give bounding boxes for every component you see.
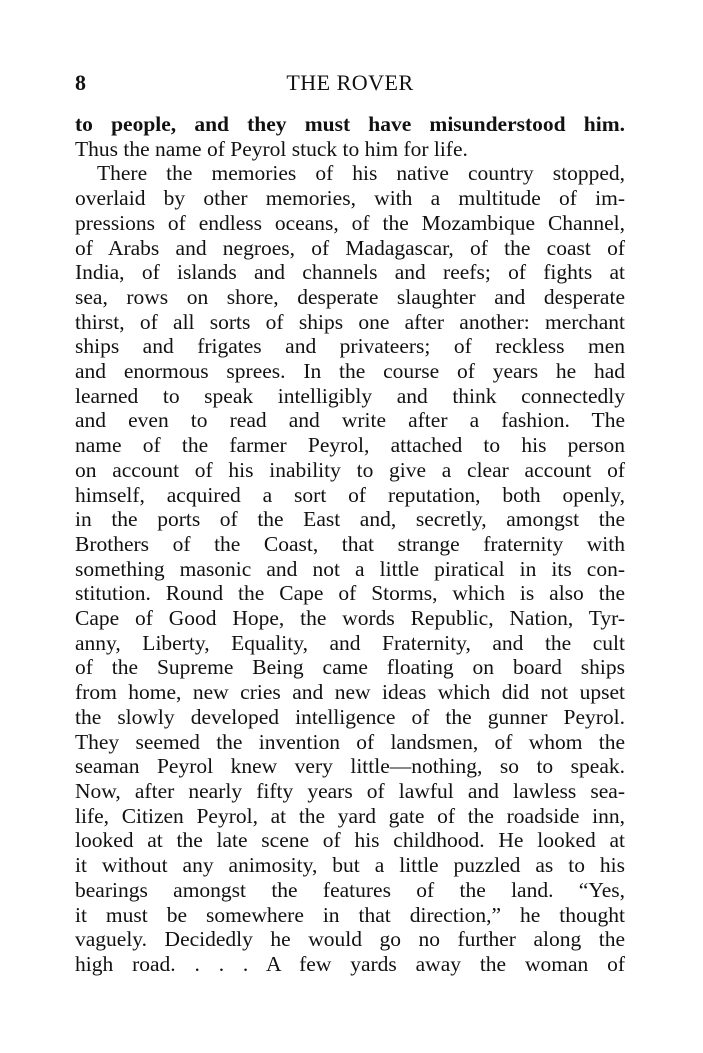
text-line: something masonic and not a little piratical in its con-	[75, 556, 625, 581]
text-line: bearings amongst the features of the land. “Yes,	[75, 877, 625, 902]
running-title: THE ROVER	[286, 70, 414, 95]
text-line: sea, rows on shore, desperate slaughter and desperate	[75, 284, 625, 309]
text-line: himself, acquired a sort of reputation, both openly,	[75, 482, 625, 507]
page-number: 8	[75, 70, 86, 95]
text-line: anny, Liberty, Equality, and Fraternity, and the cult	[75, 630, 625, 655]
body-text	[75, 112, 625, 977]
text-line: of the Supreme Being came floating on board ships	[75, 655, 625, 680]
text-line: vaguely. Decidedly he would go no further along the	[75, 927, 625, 952]
text-line: learned to speak intelligibly and think connectedly	[75, 383, 625, 408]
text-line: from home, new cries and new ideas which did not upset	[75, 680, 625, 705]
text-line: name of the farmer Peyrol, attached to his person	[75, 433, 625, 458]
text-line: looked at the late scene of his childhood. He looked at	[75, 828, 625, 853]
text-line: and enormous sprees. In the course of years he had	[75, 359, 625, 384]
text-line: There the memories of his native country stopped,	[97, 161, 625, 186]
text-line: life, Citizen Peyrol, at the yard gate of the roadside inn,	[75, 803, 625, 828]
text-line: on account of his inability to give a clear account of	[75, 457, 625, 482]
text-line: pressions of endless oceans, of the Mozambique Channel,	[75, 210, 625, 235]
text-line: thirst, of all sorts of ships one after another: merchant	[75, 309, 625, 334]
page-header	[75, 70, 625, 100]
text-line: India, of islands and channels and reefs; of fights at	[75, 260, 625, 285]
text-line: seaman Peyrol knew very little—nothing, so to speak.	[75, 754, 625, 779]
text-line: They seemed the invention of landsmen, of whom the	[75, 729, 625, 754]
text-line: stitution. Round the Cape of Storms, which is also the	[75, 581, 625, 606]
text-line: and even to read and write after a fashion. The	[75, 408, 625, 433]
text-line: Brothers of the Coast, that strange fraternity with	[75, 531, 625, 556]
text-line: Cape of Good Hope, the words Republic, Nation, Tyr-	[75, 606, 625, 631]
text-line: Now, after nearly fifty years of lawful and lawless sea-	[75, 778, 625, 803]
text-line: the slowly developed intelligence of the gunner Peyrol.	[75, 704, 625, 729]
text-line: high road. . . . A few yards away the woman of	[75, 951, 625, 976]
text-line: it without any animosity, but a little puzzled as to his	[75, 853, 625, 878]
text-line: overlaid by other memories, with a multitude of im-	[75, 186, 625, 211]
text-line: in the ports of the East and, secretly, amongst the	[75, 507, 625, 532]
text-line: ships and frigates and privateers; of reckless men	[75, 334, 625, 359]
text-line: of Arabs and negroes, of Madagascar, of the coast of	[75, 235, 625, 260]
text-line: to people, and they must have misunderstood him.	[75, 112, 625, 136]
text-line: Thus the name of Peyrol stuck to him for life.	[75, 136, 468, 161]
text-line: it must be somewhere in that direction,” he thought	[75, 902, 625, 927]
